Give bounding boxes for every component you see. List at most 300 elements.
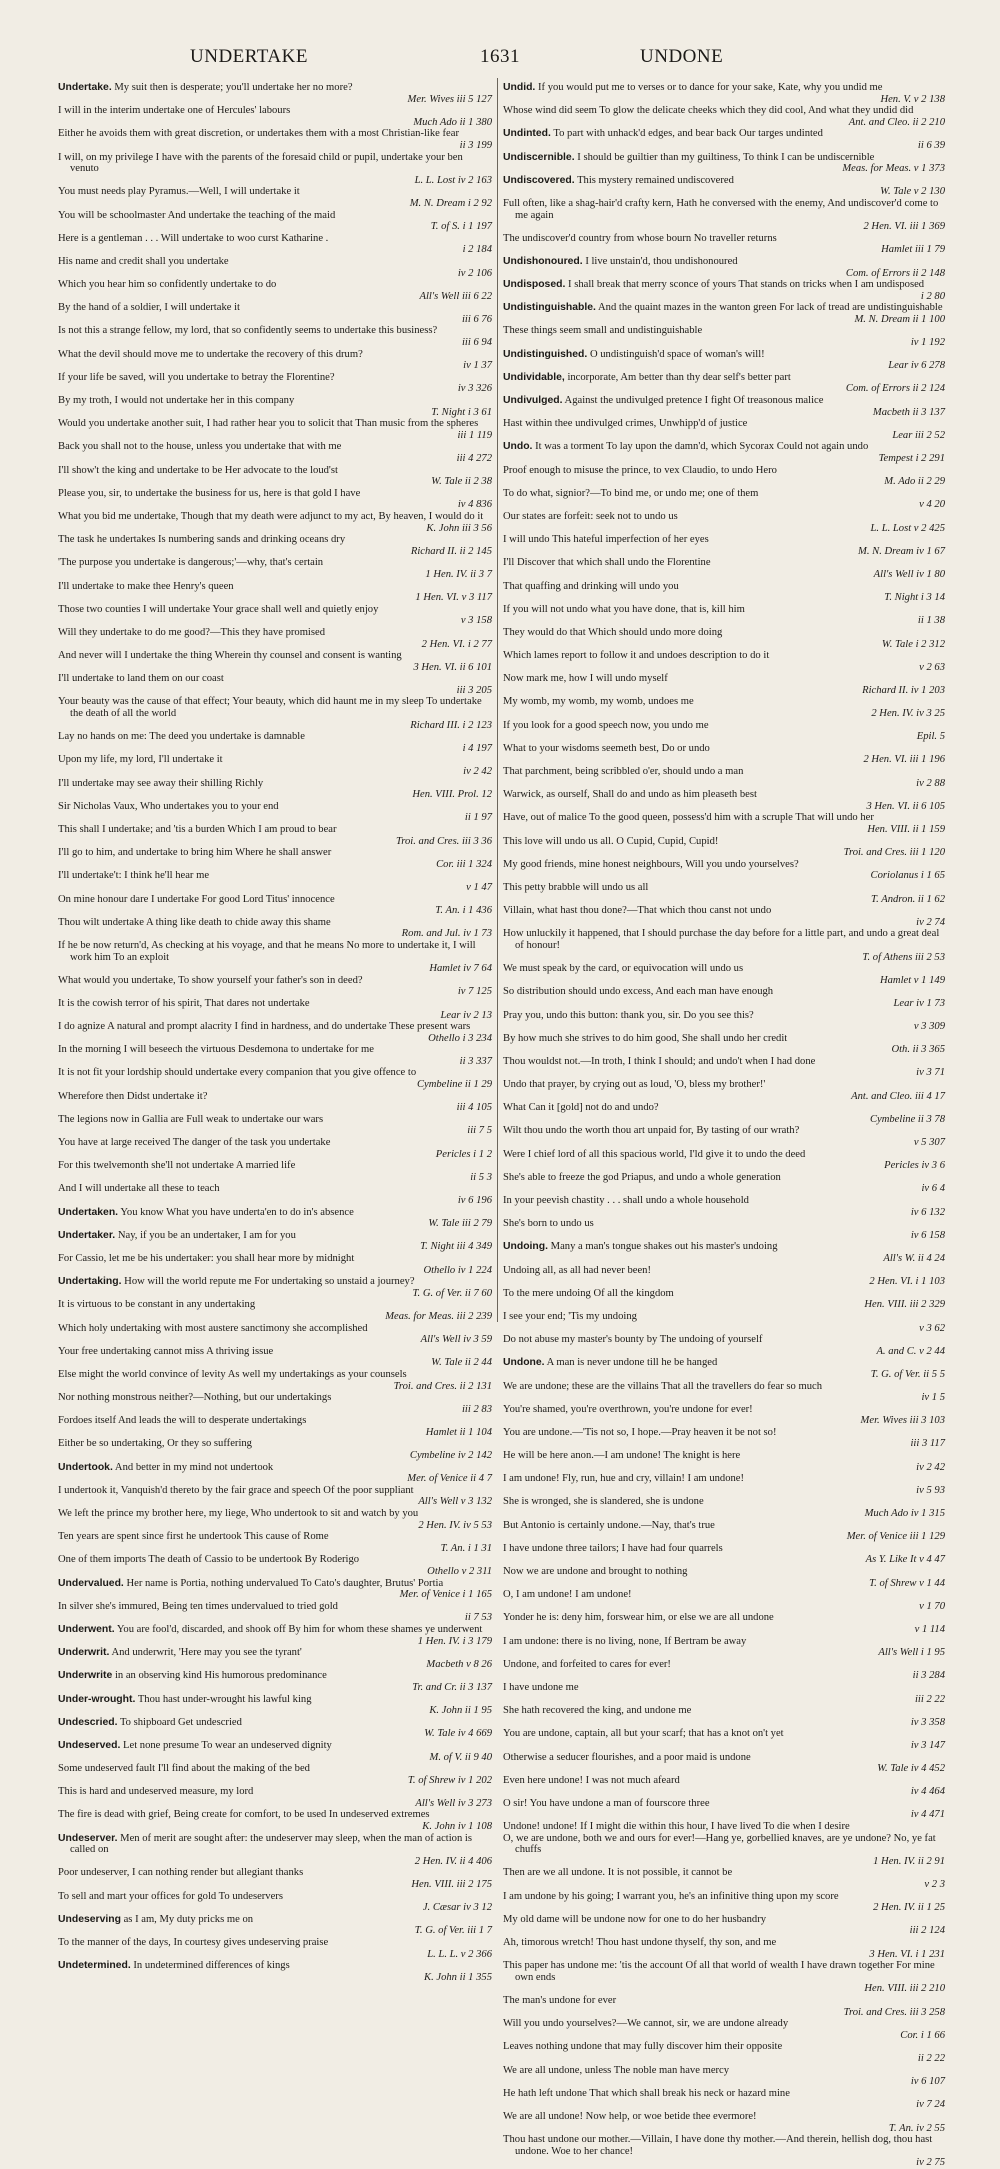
- quotation: [503, 279, 945, 291]
- quotation-text: If he be now return'd, As checking at his voyage, and that he means No more to undertake it, I will work him To an exploit: [58, 939, 476, 963]
- quotation: [58, 1554, 492, 1566]
- play-reference: T. Night i 3 14: [884, 592, 945, 604]
- quotation-text: One of them imports The death of Cassio to be undertook By Roderigo: [58, 1554, 360, 1566]
- quotation-text: Full often, like a shag-hair'd crafty kern, Hath he conversed with the enemy, And undiscover'd come to me again: [503, 197, 939, 221]
- concordance-entry: [503, 1195, 945, 1218]
- quotation-text: Now we are undone and brought to nothing: [503, 1566, 688, 1577]
- play-reference: T. of Shrew v 1 44: [869, 1577, 945, 1589]
- quotation: [58, 1044, 492, 1056]
- concordance-entry: [58, 325, 492, 348]
- quotation-text: Wherefore then Didst undertake it?: [58, 1090, 208, 1102]
- concordance-entry: [503, 279, 945, 302]
- headword: Undertaker.: [58, 1229, 116, 1241]
- concordance-entry: [58, 1647, 492, 1670]
- concordance-entry: [58, 372, 492, 395]
- quotation: [503, 986, 945, 998]
- quotation: [503, 1056, 945, 1068]
- concordance-entry: [503, 1218, 945, 1241]
- concordance-entry: [503, 928, 945, 963]
- quotation: [503, 1891, 945, 1903]
- quotation-text: He will be here anon.—I am undone! The knight is here: [503, 1450, 741, 1462]
- quotation: [503, 395, 945, 407]
- quotation-text: Which holy undertaking with most austere sanctimony she accomplished: [58, 1322, 368, 1334]
- concordance-entry: [58, 1021, 492, 1044]
- quotation: [503, 1636, 945, 1648]
- quotation-text: Our states are forfeit: seek not to undo us: [503, 510, 678, 522]
- quotation-text: Would you undertake another suit, I had rather hear you to solicit that Than music from the spheres: [58, 418, 479, 430]
- quotation: [58, 1763, 492, 1775]
- quotation: [58, 1809, 492, 1821]
- quotation: [58, 349, 492, 361]
- play-reference: iv 6 196: [457, 1195, 492, 1206]
- quotation-text: You're shamed, you're overthrown, you're undone for ever!: [503, 1403, 753, 1415]
- headword: Undistinguishable.: [503, 302, 596, 314]
- headword: Undinted.: [503, 128, 551, 140]
- quotation-text: He hath left undone That which shall break his neck or hazard mine: [503, 2087, 790, 2099]
- quotation-text: We left the prince my brother here, my liege, Who undertook to sit and watch by you: [58, 1508, 419, 1520]
- concordance-entry: [503, 720, 945, 743]
- quotation: [58, 302, 492, 314]
- play-reference: iv 3 326: [457, 383, 492, 395]
- concordance-entry: [503, 2041, 945, 2064]
- quotation: [58, 1346, 492, 1358]
- quotation: [58, 128, 492, 140]
- quotation-text: This paper has undone me: 'tis the account Of all that world of wealth I have drawn together For mine own ends: [503, 1960, 935, 1983]
- concordance-entry: [503, 1265, 945, 1288]
- quotation-text: I have undone three tailors; I have had four quarrels: [503, 1542, 723, 1554]
- quotation-text: My suit then is desperate; you'll undertake her no more?: [114, 82, 353, 93]
- concordance-entry: [58, 824, 492, 847]
- play-reference: Troi. and Cres. ii 2 131: [393, 1380, 492, 1392]
- quotation-text: It was a torment To lay upon the damn'd, which Sycorax Could not again undo: [535, 441, 869, 453]
- quotation-text: You will be schoolmaster And undertake the teaching of the maid: [58, 209, 336, 221]
- concordance-entry: [58, 441, 492, 464]
- play-reference: T. of Athens iii 2 53: [862, 951, 945, 963]
- quotation: [503, 1334, 945, 1346]
- quotation-text: Your beauty was the cause of that effect; Your beauty, which did haunt me in my sleep To undertake the death of all the world: [58, 696, 482, 720]
- quotation-text: And the quaint mazes in the wanton green For lack of tread are undistinguishable: [598, 302, 943, 314]
- play-reference: Richard II. ii 2 145: [410, 545, 492, 557]
- concordance-entry: [503, 1589, 945, 1612]
- headword: Undeserved.: [58, 1739, 121, 1751]
- quotation-text: His name and credit shall you undertake: [58, 255, 229, 267]
- concordance-entry: [58, 488, 492, 511]
- quotation-text: On mine honour dare I undertake For good Lord Titus' innocence: [58, 893, 335, 905]
- quotation: [58, 801, 492, 813]
- concordance-entry: [58, 1462, 492, 1485]
- quotation-text: In silver she's immured, Being ten times undervalued to tried gold: [58, 1600, 338, 1612]
- quotation: [58, 847, 492, 859]
- quotation: [58, 233, 492, 245]
- quotation: [58, 152, 492, 175]
- quotation: [58, 604, 492, 616]
- concordance-entry: [503, 1636, 945, 1659]
- quotation-text: What Can it [gold] not do and undo?: [503, 1102, 659, 1114]
- concordance-entry: [503, 1241, 945, 1264]
- play-reference: T. G. of Ver. ii 5 5: [870, 1368, 945, 1380]
- concordance-entry: [503, 128, 945, 151]
- concordance-entry: [58, 870, 492, 893]
- quotation: [58, 1937, 492, 1949]
- quotation-text: The fire is dead with grief, Being create for comfort, to be used In undeserved extremes: [58, 1809, 430, 1821]
- play-reference: L. L. L. v 2 366: [427, 1948, 492, 1960]
- quotation: [503, 1960, 945, 1983]
- right-column: [503, 82, 945, 2169]
- play-reference: K. John iii 3 56: [426, 522, 492, 534]
- quotation-text: My good friends, mine honest neighbours, Will you undo yourselves?: [503, 858, 799, 870]
- play-reference: v 2 63: [919, 661, 945, 673]
- quotation-text: To sell and mart your offices for gold To undeservers: [58, 1890, 283, 1902]
- quotation: [58, 395, 492, 407]
- quotation: [58, 778, 492, 790]
- quotation: [503, 1241, 945, 1253]
- play-reference: iii 7 5: [467, 1125, 492, 1137]
- quotation-text: Sir Nicholas Vaux, Who undertakes you to your end: [58, 800, 279, 812]
- play-reference: All's Well iv 1 80: [873, 568, 945, 580]
- concordance-entry: [503, 812, 945, 835]
- quotation-text: in an observing kind His humorous predominance: [114, 1670, 327, 1682]
- play-reference: v 1 114: [914, 1623, 945, 1635]
- concordance-entry: [58, 627, 492, 650]
- quotation-text: I should be guiltier than my guiltiness, To think I can be undiscernible: [577, 151, 875, 163]
- quotation-text: I do agnize A natural and prompt alacrity I find in hardness, and do undertake These present wars: [58, 1021, 471, 1033]
- quotation: [503, 1125, 945, 1137]
- play-reference: All's Well v 3 132: [418, 1496, 492, 1508]
- concordance-entry: [58, 696, 492, 731]
- play-reference: Meas. for Meas. iii 2 239: [385, 1310, 492, 1322]
- headword: Underwrite: [58, 1670, 113, 1682]
- play-reference: v 4 20: [919, 499, 945, 511]
- concordance-entry: [58, 128, 492, 151]
- quotation: [503, 696, 945, 708]
- play-reference: W. Tale i 2 312: [881, 638, 945, 650]
- quotation: [58, 1740, 492, 1752]
- play-reference: Othello v 2 311: [427, 1566, 492, 1577]
- quotation-text: We must speak by the card, or equivocation will undo us: [503, 963, 744, 975]
- quotation: [503, 557, 945, 569]
- quotation-text: Poor undeserver, I can nothing render but allegiant thanks: [58, 1867, 304, 1879]
- play-reference: v 3 62: [919, 1322, 945, 1334]
- concordance-entry: [503, 1914, 945, 1937]
- concordance-entry: [58, 1369, 492, 1392]
- quotation: [503, 928, 945, 951]
- play-reference: iv 4 836: [457, 499, 492, 511]
- quotation-text: The undiscover'd country from whose bourn No traveller returns: [503, 232, 777, 244]
- play-reference: v 3 158: [460, 615, 492, 627]
- headword: Undividable,: [503, 371, 565, 383]
- quotation: [503, 175, 945, 187]
- quotation: [503, 1705, 945, 1717]
- concordance-entry: [503, 1172, 945, 1195]
- quotation: [58, 1531, 492, 1543]
- quotation-text: If your life be saved, will you undertake to betray the Florentine?: [58, 371, 335, 383]
- quotation: [58, 731, 492, 743]
- quotation: [503, 1427, 945, 1439]
- quotation: [503, 1995, 945, 2007]
- play-reference: Richard III. i 2 123: [410, 719, 492, 731]
- concordance-entry: [58, 1717, 492, 1740]
- play-reference: All's Well i 1 95: [878, 1647, 945, 1659]
- concordance-entry: [503, 1473, 945, 1496]
- quotation-text: Men of merit are sought after: the undeserver may sleep, when the man of action is called on: [70, 1832, 472, 1856]
- concordance-entry: [503, 441, 945, 464]
- quotation: [58, 940, 492, 963]
- play-reference: iii 3 205: [456, 684, 492, 696]
- quotation: [503, 1566, 945, 1578]
- quotation: [58, 418, 492, 430]
- play-reference: iv 3 358: [910, 1716, 945, 1728]
- play-reference: Troi. and Cres. iii 1 120: [843, 847, 945, 859]
- quotation: [58, 1021, 492, 1033]
- play-reference: iii 6 94: [461, 337, 492, 349]
- quotation: [58, 441, 492, 453]
- quotation: [58, 581, 492, 593]
- concordance-entry: [58, 940, 492, 975]
- quotation-text: Now mark me, how I will undo myself: [503, 673, 668, 685]
- concordance-entry: [503, 1821, 945, 1833]
- quotation: [503, 256, 945, 268]
- play-reference: Cymbeline ii 1 29: [416, 1079, 492, 1091]
- concordance-entry: [58, 1346, 492, 1369]
- quotation-text: We are undone; these are the villains That all the travellers do fear so much: [503, 1380, 822, 1392]
- concordance-entry: [503, 1450, 945, 1473]
- concordance-entry: [58, 1601, 492, 1624]
- quotation-text: Thou wilt undertake A thing like death to chide away this shame: [58, 916, 331, 928]
- play-reference: Mer. of Venice ii 4 7: [407, 1473, 492, 1485]
- quotation-text: And I will undertake all these to teach: [58, 1183, 220, 1195]
- concordance-entry: [503, 1659, 945, 1682]
- headword: Undertaken.: [58, 1206, 119, 1218]
- concordance-entry: [58, 673, 492, 696]
- play-reference: T. Night iii 4 349: [420, 1241, 492, 1253]
- play-reference: L. L. Lost v 2 425: [870, 522, 945, 534]
- play-reference: W. Tale ii 2 44: [431, 1357, 492, 1369]
- quotation-text: Ah, timorous wretch! Thou hast undone thyself, thy son, and me: [503, 1937, 777, 1948]
- play-reference: Coriolanus i 1 65: [870, 870, 945, 882]
- play-reference: iv 6 4: [921, 1183, 945, 1195]
- concordance-entry: [58, 1960, 492, 1983]
- quotation: [503, 325, 945, 337]
- play-reference: iii 1 119: [457, 429, 492, 441]
- quotation: [503, 1798, 945, 1810]
- quotation-text: O, we are undone, both we and ours for ever!—Hang ye, gorbellied knaves, are ye undone? No, ye fat chuffs: [503, 1832, 936, 1856]
- quotation: [503, 1612, 945, 1624]
- concordance-entry: [503, 1149, 945, 1172]
- quotation-text: By my troth, I would not undertake her in this company: [58, 395, 295, 407]
- quotation-text: This shall I undertake; and 'tis a burden Which I am proud to bear: [58, 824, 337, 835]
- quotation: [503, 1821, 945, 1833]
- play-reference: M. N. Dream iv 1 67: [858, 545, 945, 557]
- concordance-entry: [503, 1867, 945, 1890]
- concordance-entry: [503, 1311, 945, 1334]
- quotation-text: What would you undertake, To show yourself your father's son in deed?: [58, 974, 363, 986]
- play-reference: i 2 80: [920, 290, 945, 302]
- concordance-entry: [503, 395, 945, 418]
- quotation: [503, 604, 945, 616]
- quotation: [503, 534, 945, 546]
- play-reference: Troi. and Cres. iii 3 258: [843, 2006, 945, 2018]
- quotation-text: In your peevish chastity . . . shall undo a whole household: [503, 1195, 749, 1206]
- concordance-entry: [503, 1798, 945, 1821]
- quotation-text: Is not this a strange fellow, my lord, that so confidently seems to undertake this business?: [58, 325, 438, 337]
- play-reference: Lear iv 6 278: [888, 360, 945, 372]
- concordance-entry: [503, 1960, 945, 1995]
- quotation-text: Please you, sir, to undertake the business for us, here is that gold I have: [58, 487, 361, 499]
- play-reference: Hamlet iv 7 64: [429, 963, 492, 975]
- quotation: [503, 1914, 945, 1926]
- play-reference: Ant. and Cleo. ii 2 210: [848, 116, 945, 128]
- concordance-entry: [58, 1276, 492, 1299]
- headword: Undo.: [503, 441, 533, 453]
- quotation-text: You know What you have underta'en to do in's absence: [120, 1206, 354, 1218]
- quotation-text: They would do that Which should undo more doing: [503, 626, 723, 638]
- concordance-entry: [58, 186, 492, 209]
- play-reference: ii 6 39: [917, 139, 945, 151]
- concordance-entry: [58, 975, 492, 998]
- play-reference: Cor. iii 1 324: [436, 858, 492, 870]
- concordance-entry: [58, 1044, 492, 1067]
- concordance-entry: [58, 82, 492, 105]
- quotation-text: She hath recovered the king, and undone me: [503, 1705, 692, 1717]
- concordance-entry: [58, 1763, 492, 1786]
- quotation-text: She is wronged, she is slandered, she is undone: [503, 1496, 704, 1508]
- concordance-entry: [58, 210, 492, 233]
- concordance-entry: [58, 1937, 492, 1960]
- concordance-entry: [503, 1752, 945, 1775]
- concordance-entry: [58, 302, 492, 325]
- concordance-entry: [58, 731, 492, 754]
- headword: Undeserver.: [58, 1832, 118, 1844]
- quotation-text: Lay no hands on me: The deed you undertake is damnable: [58, 731, 305, 743]
- quotation-text: These things seem small and undistinguishable: [503, 325, 703, 337]
- play-reference: Tempest i 2 291: [878, 453, 945, 464]
- quotation: [58, 673, 492, 685]
- quotation-text: Fordoes itself And leads the will to desperate undertakings: [58, 1415, 307, 1427]
- play-reference: Much Ado iv 1 315: [864, 1508, 945, 1520]
- quotation-text: We are all undone! Now help, or woe betide thee evermore!: [503, 2110, 757, 2122]
- play-reference: iv 4 464: [910, 1786, 945, 1798]
- concordance-entry: [503, 789, 945, 812]
- concordance-entry: [58, 778, 492, 801]
- play-reference: M. N. Dream i 2 92: [409, 197, 492, 209]
- quotation: [58, 917, 492, 929]
- play-reference: ii 7 53: [464, 1612, 492, 1624]
- quotation: [503, 1496, 945, 1508]
- quotation: [58, 894, 492, 906]
- quotation-text: Here is a gentleman . . . Will undertake to woo curst Katharine .: [58, 232, 329, 244]
- play-reference: L. L. Lost iv 2 163: [414, 174, 492, 186]
- concordance-entry: [503, 743, 945, 766]
- quotation: [58, 650, 492, 662]
- quotation: [58, 975, 492, 987]
- quotation: [503, 349, 945, 361]
- play-reference: All's W. ii 4 24: [883, 1252, 945, 1264]
- play-reference: Othello i 3 234: [428, 1032, 492, 1044]
- concordance-entry: [58, 1114, 492, 1137]
- quotation: [58, 105, 492, 117]
- play-reference: W. Tale v 2 130: [880, 186, 945, 198]
- play-reference: 3 Hen. VI. ii 6 101: [413, 661, 492, 673]
- play-reference: ii 2 22: [917, 2052, 945, 2064]
- quotation: [58, 1276, 492, 1288]
- concordance-entry: [503, 766, 945, 789]
- play-reference: Cor. i 1 66: [900, 2029, 945, 2041]
- quotation: [503, 1752, 945, 1764]
- quotation: [503, 1288, 945, 1300]
- quotation-text: Undone! undone! If I might die within this hour, I have lived To die when I desire: [503, 1821, 850, 1833]
- headword: Undiscernible.: [503, 151, 575, 163]
- quotation: [503, 152, 945, 164]
- concordance-entry: [58, 1299, 492, 1322]
- play-reference: Cymbeline iv 2 142: [409, 1450, 492, 1462]
- quotation-text: This mystery remained undiscovered: [577, 174, 734, 186]
- concordance-entry: [503, 1404, 945, 1427]
- quotation: [503, 488, 945, 500]
- quotation-text: How unluckily it happened, that I should purchase the day before for a little part, and undo a great deal of honour!: [503, 928, 940, 951]
- headword: Undid.: [503, 82, 536, 93]
- concordance-entry: [58, 1554, 492, 1577]
- play-reference: 1 Hen. IV. i 3 179: [417, 1635, 492, 1647]
- concordance-entry: [58, 894, 492, 917]
- play-reference: All's Well iv 3 59: [420, 1334, 492, 1346]
- quotation: [503, 1775, 945, 1787]
- play-reference: Richard II. iv 1 203: [862, 684, 945, 696]
- play-reference: Lear iii 2 52: [892, 429, 945, 441]
- play-reference: Mer. Wives iii 5 127: [407, 93, 492, 105]
- quotation: [58, 1067, 492, 1079]
- concordance-entry: [503, 836, 945, 859]
- concordance-entry: [503, 1010, 945, 1033]
- quotation-text: I'll Discover that which shall undo the Florentine: [503, 557, 711, 569]
- quotation: [503, 302, 945, 314]
- play-reference: K. John ii 1 95: [429, 1705, 492, 1717]
- play-reference: iv 5 93: [916, 1484, 945, 1496]
- concordance-entry: [58, 1867, 492, 1890]
- play-reference: 2 Hen. IV. ii 4 406: [414, 1855, 492, 1867]
- quotation: [58, 186, 492, 198]
- quotation: [58, 372, 492, 384]
- quotation-text: Will they undertake to do me good?—This they have promised: [58, 626, 326, 638]
- concordance-entry: [58, 1786, 492, 1809]
- quotation: [58, 1914, 492, 1926]
- quotation: [58, 998, 492, 1010]
- concordance-entry: [503, 2088, 945, 2111]
- headword: Under-wrought.: [58, 1693, 136, 1705]
- play-reference: iv 3 147: [910, 1739, 945, 1751]
- concordance-entry: [58, 1137, 492, 1160]
- concordance-entry: [58, 1160, 492, 1183]
- concordance-entry: [503, 465, 945, 488]
- quotation: [58, 1833, 492, 1856]
- quotation-text: Whose wind did seem To glow the delicate cheeks which they did cool, And what they undid did: [503, 105, 914, 117]
- headword: Undiscovered.: [503, 174, 575, 186]
- quotation: [503, 1833, 945, 1856]
- concordance-entry: [58, 1694, 492, 1717]
- concordance-entry: [503, 152, 945, 175]
- quotation-text: By the hand of a soldier, I will undertake it: [58, 302, 240, 314]
- concordance-entry: [58, 511, 492, 534]
- quotation-text: I will undo This hateful imperfection of her eyes: [503, 534, 709, 546]
- quotation-text: Nay, if you be an undertaker, I am for you: [117, 1229, 296, 1241]
- concordance-entry: [503, 1357, 945, 1380]
- concordance-entry: [58, 1415, 492, 1438]
- concordance-entry: [503, 882, 945, 905]
- quotation: [503, 233, 945, 245]
- play-reference: M. of V. ii 9 40: [429, 1751, 492, 1763]
- left-column: [58, 82, 492, 1983]
- play-reference: Com. of Errors ii 2 148: [845, 267, 945, 279]
- quotation-text: I am undone by his going; I warrant you, he's an infinitive thing upon my score: [503, 1890, 839, 1902]
